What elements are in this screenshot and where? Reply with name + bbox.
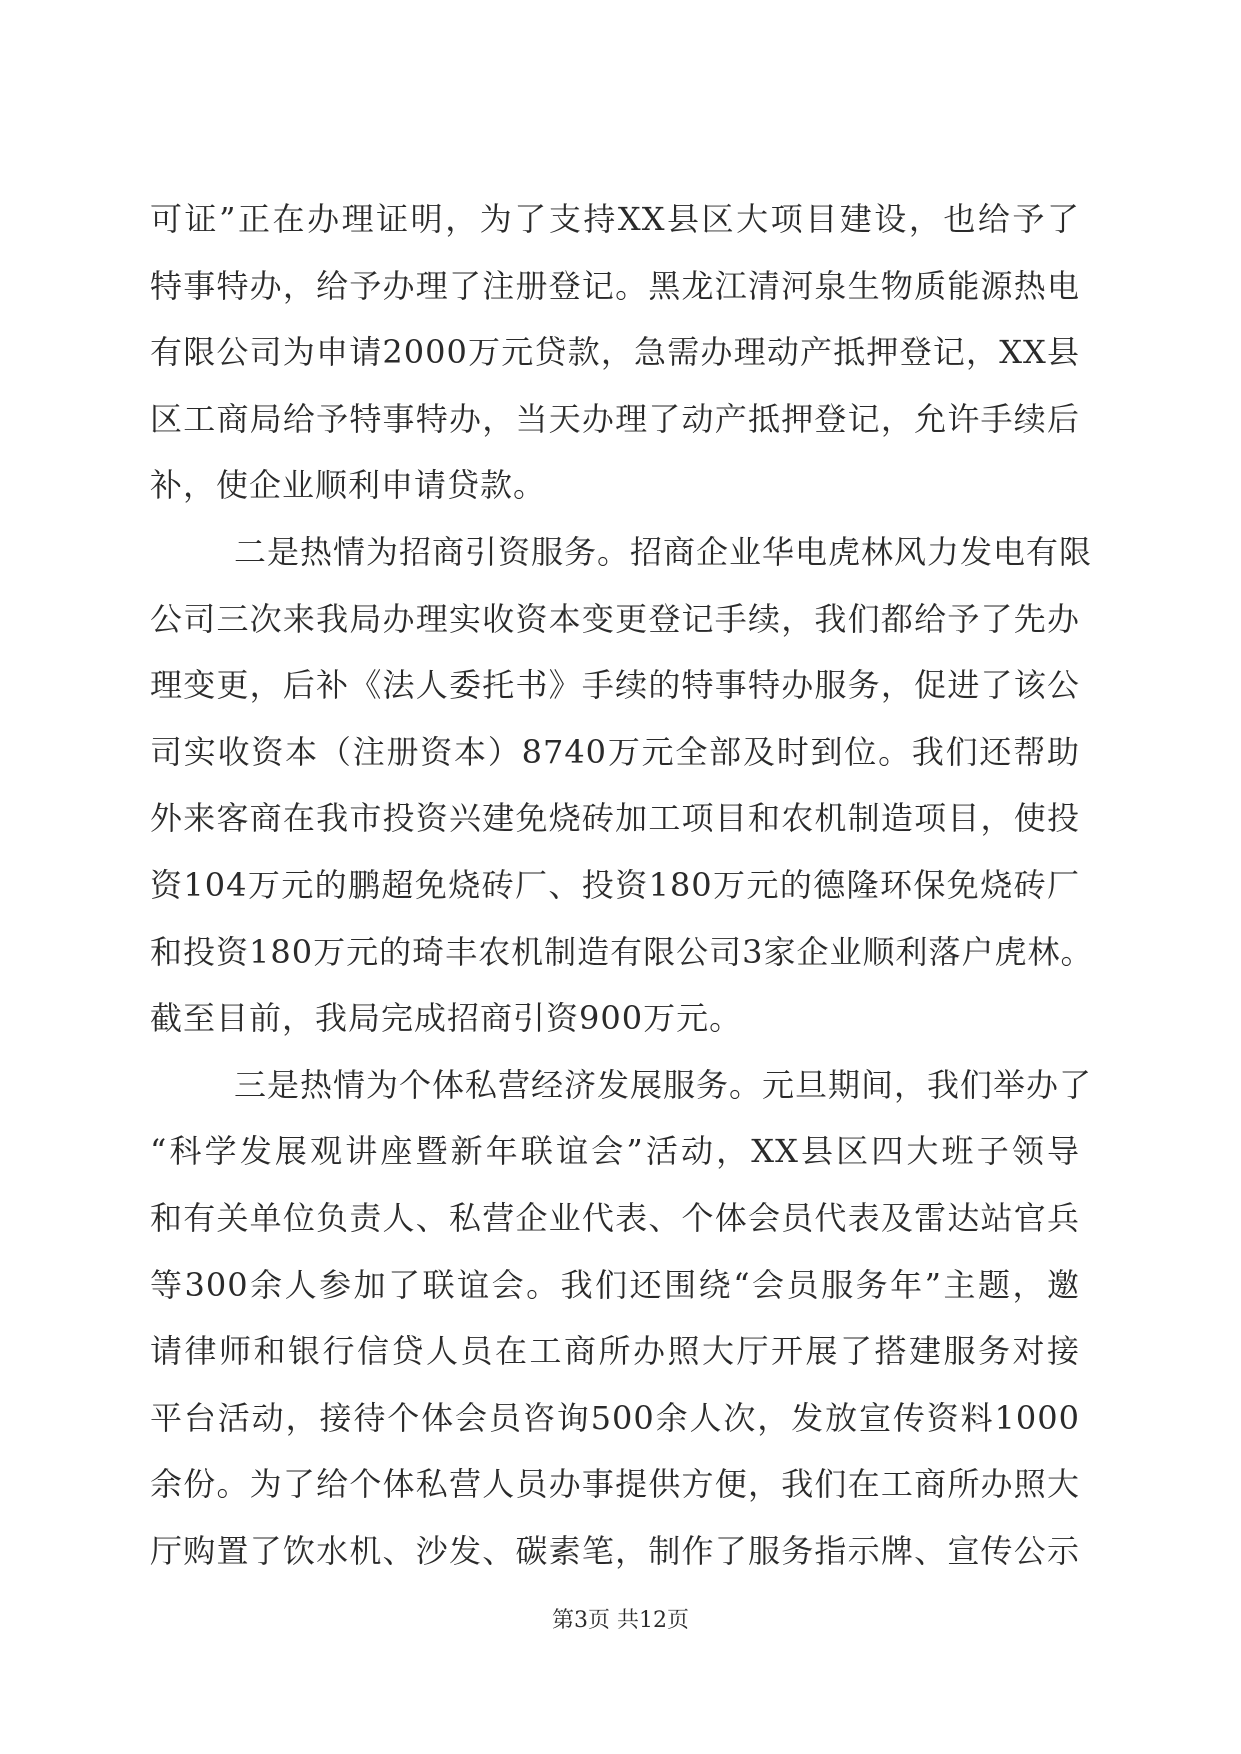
text-line: 资104万元的鹏超免烧砖厂、投资180万元的德隆环保免烧砖厂 [150, 865, 1080, 904]
page-footer: 第3页 共12页 [552, 1608, 689, 1633]
text-line: 可证”正在办理证明，为了支持XX县区大项目建设，也给予了 [150, 200, 1080, 238]
text-line: 补，使企业顺利申请贷款。 [150, 466, 547, 505]
text-line: 平台活动，接待个体会员咨询500余人次，发放宣传资料1000 [150, 1398, 1080, 1437]
body-text [150, 186, 1094, 1584]
text-line: 截至目前，我局完成招商引资900万元。 [150, 999, 743, 1038]
text-line: 请律师和银行信贷人员在工商所办照大厅开展了搭建服务对接 [150, 1332, 1080, 1371]
text-line: 公司三次来我局办理实收资本变更登记手续，我们都给予了先办 [150, 599, 1080, 638]
text-line: 理变更，后补《法人委托书》手续的特事特办服务，促进了该公 [150, 666, 1080, 705]
text-line: 厅购置了饮水机、沙发、碳素笔，制作了服务指示牌、宣传公示 [150, 1531, 1080, 1570]
text-line: 余份。为了给个体私营人员办事提供方便，我们在工商所办照大 [150, 1465, 1080, 1504]
text-line: 三是热情为个体私营经济发展服务。元旦期间，我们举办了 [234, 1065, 1093, 1104]
text-line: 和投资180万元的琦丰农机制造有限公司3家企业顺利落户虎林。 [150, 932, 1094, 971]
text-line: 外来客商在我市投资兴建免烧砖加工项目和农机制造项目，使投 [150, 799, 1080, 838]
text-line: 司实收资本（注册资本）8740万元全部及时到位。我们还帮助 [150, 732, 1080, 771]
text-line: 和有关单位负责人、私营企业代表、个体会员代表及雷达站官兵 [150, 1198, 1080, 1237]
text-line: 二是热情为招商引资服务。招商企业华电虎林风力发电有限 [234, 532, 1093, 571]
text-line: “科学发展观讲座暨新年联谊会”活动，XX县区四大班子领导 [150, 1132, 1080, 1171]
text-line: 有限公司为申请2000万元贷款，急需办理动产抵押登记，XX县 [150, 333, 1080, 372]
text-line: 区工商局给予特事特办，当天办理了动产抵押登记，允许手续后 [150, 399, 1080, 438]
text-line: 特事特办，给予办理了注册登记。黑龙江清河泉生物质能源热电 [150, 266, 1080, 305]
text-line: 等300余人参加了联谊会。我们还围绕“会员服务年”主题，邀 [150, 1265, 1080, 1304]
